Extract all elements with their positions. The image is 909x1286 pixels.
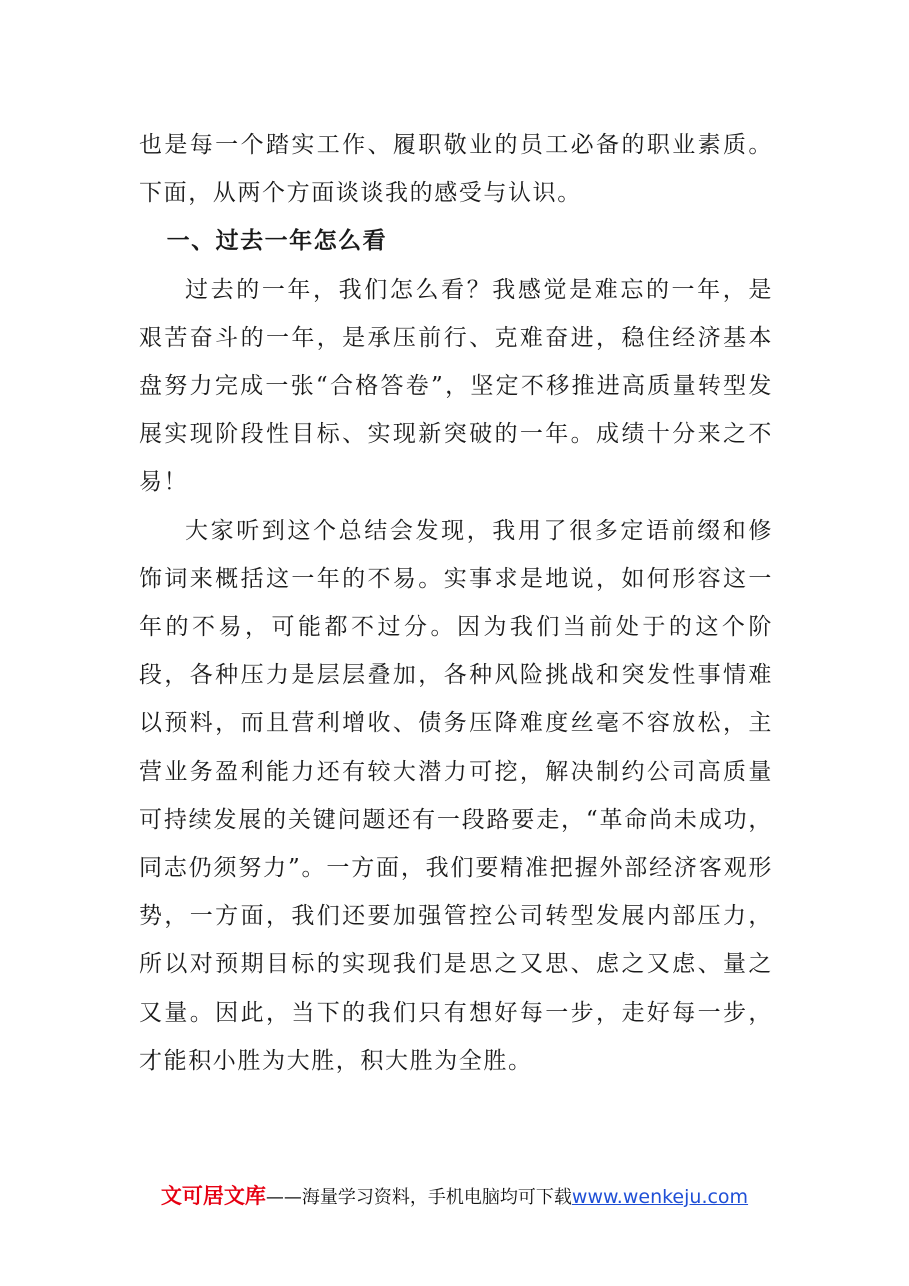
section-heading: 一、过去一年怎么看 — [166, 228, 388, 255]
page-footer — [0, 1180, 909, 1210]
continuation-paragraph: 也是每一个踏实工作、履职敬业的员工必备的职业素质。下面，从两个方面谈谈我的感受与认识。 — [139, 132, 773, 207]
body-paragraph-2: 大家听到这个总结会发现，我用了很多定语前缀和修饰词来概括这一年的不易。实事求是地说，如何形容这一年的不易，可能都不过分。因为我们当前处于的这个阶段，各种压力是层层叠加，各种风险挑战和突发性事情难以预料，而且营利增收、债务压降难度丝毫不容放松，主营业务盈利能力还有较大潜力可挖，解决制约公司高质量可持续发展的关键问题还有一段路要走，“革命尚未成功，同志仍须努力”。一方面，我们要精准把握外部经济客观形势，一方面，我们还要加强管控公司转型发展内部压力，所以对预期目标的实现我们是思之又思、虑之又虑、量之又量。因此，当下的我们只有想好每一步，走好每一步，才能积小胜为大胜，积大胜为全胜。 — [139, 517, 773, 1074]
document-body — [139, 121, 773, 1085]
footer-website-link[interactable]: www.wenkeju.com — [571, 1186, 749, 1208]
body-paragraph-1: 过去的一年，我们怎么看？我感觉是难忘的一年，是艰苦奋斗的一年，是承压前行、克难奋进，稳住经济基本盘努力完成一张“合格答卷”，坚定不移推进高质量转型发展实现阶段性目标、实现新突破的一年。成绩十分来之不易！ — [139, 276, 773, 496]
footer-brand: 文可居文库 — [160, 1184, 266, 1208]
footer-tagline: ——海量学习资料，手机电脑均可下载 — [265, 1187, 572, 1208]
